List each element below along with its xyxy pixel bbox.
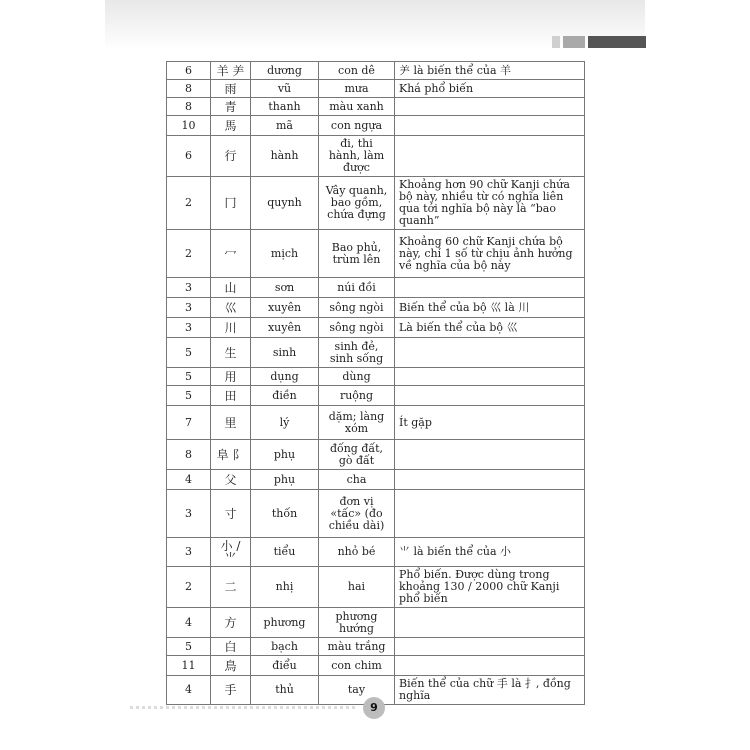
table-row [167, 656, 585, 676]
meaning-cell: phương hướng [319, 608, 395, 638]
meaning-cell: núi đồi [319, 278, 395, 298]
note-cell [395, 656, 585, 676]
meaning-cell: tay [319, 676, 395, 705]
hanviet-cell: thanh [251, 98, 319, 116]
note-cell [395, 470, 585, 490]
stroke-count-cell: 3 [167, 278, 211, 298]
note-cell [395, 98, 585, 116]
radical-cell: 阜 阝 [211, 440, 251, 470]
table-row [167, 608, 585, 638]
meaning-cell: mưa [319, 80, 395, 98]
note-cell [395, 368, 585, 386]
meaning-cell: ruộng [319, 386, 395, 406]
radical-cell: 二 [211, 567, 251, 608]
table-row [167, 440, 585, 470]
note-cell [395, 116, 585, 136]
stroke-count-cell: 3 [167, 318, 211, 338]
meaning-cell: dùng [319, 368, 395, 386]
hanviet-cell: tiểu [251, 538, 319, 567]
meaning-cell: cha [319, 470, 395, 490]
stroke-count-cell: 10 [167, 116, 211, 136]
table-row [167, 470, 585, 490]
note-cell: Biến thể của chữ 手 là 扌, đồng nghĩa [395, 676, 585, 705]
radical-table [166, 61, 585, 705]
note-cell: Biến thể của bộ 巛 là 川 [395, 298, 585, 318]
radical-cell: 白 [211, 638, 251, 656]
stroke-count-cell: 11 [167, 656, 211, 676]
stroke-count-cell: 4 [167, 608, 211, 638]
radical-cell: 冖 [211, 230, 251, 278]
note-cell [395, 490, 585, 538]
meaning-cell: dặm; làng xóm [319, 406, 395, 440]
stroke-count-cell: 8 [167, 98, 211, 116]
radical-cell: 方 [211, 608, 251, 638]
hanviet-cell: phụ [251, 440, 319, 470]
hanviet-cell: lý [251, 406, 319, 440]
meaning-cell: sinh đẻ, sinh sống [319, 338, 395, 368]
stroke-count-cell: 6 [167, 136, 211, 177]
hanviet-cell: sơn [251, 278, 319, 298]
hanviet-cell: dương [251, 62, 319, 80]
table-row [167, 278, 585, 298]
radical-cell: 寸 [211, 490, 251, 538]
stroke-count-cell: 4 [167, 470, 211, 490]
stroke-count-cell: 7 [167, 406, 211, 440]
radical-cell: 馬 [211, 116, 251, 136]
table-row [167, 230, 585, 278]
meaning-cell: đơn vị «tấc» (đo chiều dài) [319, 490, 395, 538]
meaning-cell: sông ngòi [319, 298, 395, 318]
meaning-cell: sông ngòi [319, 318, 395, 338]
meaning-cell: màu trắng [319, 638, 395, 656]
table-row [167, 638, 585, 656]
meaning-cell: màu xanh [319, 98, 395, 116]
hanviet-cell: quynh [251, 177, 319, 230]
stroke-count-cell: 8 [167, 80, 211, 98]
note-cell [395, 136, 585, 177]
hanviet-cell: phương [251, 608, 319, 638]
stroke-count-cell: 5 [167, 368, 211, 386]
note-cell: Khoảng hơn 90 chữ Kanji chứa bộ này, nhiều từ có nghĩa liên qua tới nghĩa bộ này là “bao quanh” [395, 177, 585, 230]
radical-cell: 冂 [211, 177, 251, 230]
note-cell [395, 278, 585, 298]
hanviet-cell: xuyên [251, 318, 319, 338]
radical-cell: 里 [211, 406, 251, 440]
meaning-cell: con dê [319, 62, 395, 80]
hanviet-cell: điểu [251, 656, 319, 676]
hanviet-cell: sinh [251, 338, 319, 368]
table-row [167, 386, 585, 406]
radical-cell: 巛 [211, 298, 251, 318]
radical-cell: 田 [211, 386, 251, 406]
table-row [167, 368, 585, 386]
radical-table-body [167, 62, 585, 705]
table-row [167, 136, 585, 177]
table-row [167, 490, 585, 538]
radical-cell: 小 / ⺌ [211, 538, 251, 567]
meaning-cell: hai [319, 567, 395, 608]
table-row [167, 298, 585, 318]
stroke-count-cell: 6 [167, 62, 211, 80]
radical-cell: 鳥 [211, 656, 251, 676]
table-row [167, 62, 585, 80]
radical-cell: 青 [211, 98, 251, 116]
table-row [167, 80, 585, 98]
note-cell [395, 386, 585, 406]
note-cell: Ít gặp [395, 406, 585, 440]
hanviet-cell: mịch [251, 230, 319, 278]
hanviet-cell: thủ [251, 676, 319, 705]
radical-cell: 行 [211, 136, 251, 177]
hanviet-cell: vũ [251, 80, 319, 98]
page-number: 9 [363, 697, 385, 719]
meaning-cell: con ngựa [319, 116, 395, 136]
meaning-cell: Bao phủ, trùm lên [319, 230, 395, 278]
note-cell [395, 608, 585, 638]
radical-cell: 羊 ⺶ [211, 62, 251, 80]
table-row [167, 338, 585, 368]
stroke-count-cell: 5 [167, 638, 211, 656]
stroke-count-cell: 5 [167, 386, 211, 406]
table-row [167, 116, 585, 136]
table-row [167, 406, 585, 440]
hanviet-cell: hành [251, 136, 319, 177]
radical-cell: 川 [211, 318, 251, 338]
note-cell: ⺌ là biến thể của 小 [395, 538, 585, 567]
table-row [167, 567, 585, 608]
meaning-cell: con chim [319, 656, 395, 676]
radical-cell: 山 [211, 278, 251, 298]
note-cell: Là biến thể của bộ 巛 [395, 318, 585, 338]
hanviet-cell: xuyên [251, 298, 319, 318]
note-cell: Khá phổ biến [395, 80, 585, 98]
stroke-count-cell: 4 [167, 676, 211, 705]
hanviet-cell: nhị [251, 567, 319, 608]
hanviet-cell: dụng [251, 368, 319, 386]
table-row [167, 177, 585, 230]
hanviet-cell: mã [251, 116, 319, 136]
radical-cell: 手 [211, 676, 251, 705]
meaning-cell: Vây quanh, bao gồm, chứa đựng [319, 177, 395, 230]
header-bar-small [552, 36, 560, 48]
hanviet-cell: phụ [251, 470, 319, 490]
hanviet-cell: điền [251, 386, 319, 406]
note-cell [395, 638, 585, 656]
stroke-count-cell: 3 [167, 298, 211, 318]
stroke-count-cell: 2 [167, 230, 211, 278]
radical-cell: 生 [211, 338, 251, 368]
table-row [167, 98, 585, 116]
note-cell [395, 440, 585, 470]
meaning-cell: nhỏ bé [319, 538, 395, 567]
table-row [167, 538, 585, 567]
stroke-count-cell: 3 [167, 538, 211, 567]
header-bar-mid [563, 36, 585, 48]
stroke-count-cell: 3 [167, 490, 211, 538]
table-row [167, 318, 585, 338]
footer-dotted-line [130, 706, 355, 709]
stroke-count-cell: 8 [167, 440, 211, 470]
meaning-cell: đi, thi hành, làm được [319, 136, 395, 177]
radical-cell: 用 [211, 368, 251, 386]
header-decoration [552, 36, 646, 48]
note-cell: ⺶ là biến thể của 羊 [395, 62, 585, 80]
stroke-count-cell: 2 [167, 177, 211, 230]
meaning-cell: đống đất, gò đất [319, 440, 395, 470]
stroke-count-cell: 2 [167, 567, 211, 608]
hanviet-cell: thốn [251, 490, 319, 538]
radical-cell: 父 [211, 470, 251, 490]
header-bar-wide [588, 36, 646, 48]
hanviet-cell: bạch [251, 638, 319, 656]
note-cell: Khoảng 60 chữ Kanji chứa bộ này, chỉ 1 số từ chịu ảnh hưởng về nghĩa của bộ này [395, 230, 585, 278]
stroke-count-cell: 5 [167, 338, 211, 368]
note-cell [395, 338, 585, 368]
radical-cell: 雨 [211, 80, 251, 98]
note-cell: Phổ biến. Được dùng trong khoảng 130 / 2000 chữ Kanji phổ biến [395, 567, 585, 608]
